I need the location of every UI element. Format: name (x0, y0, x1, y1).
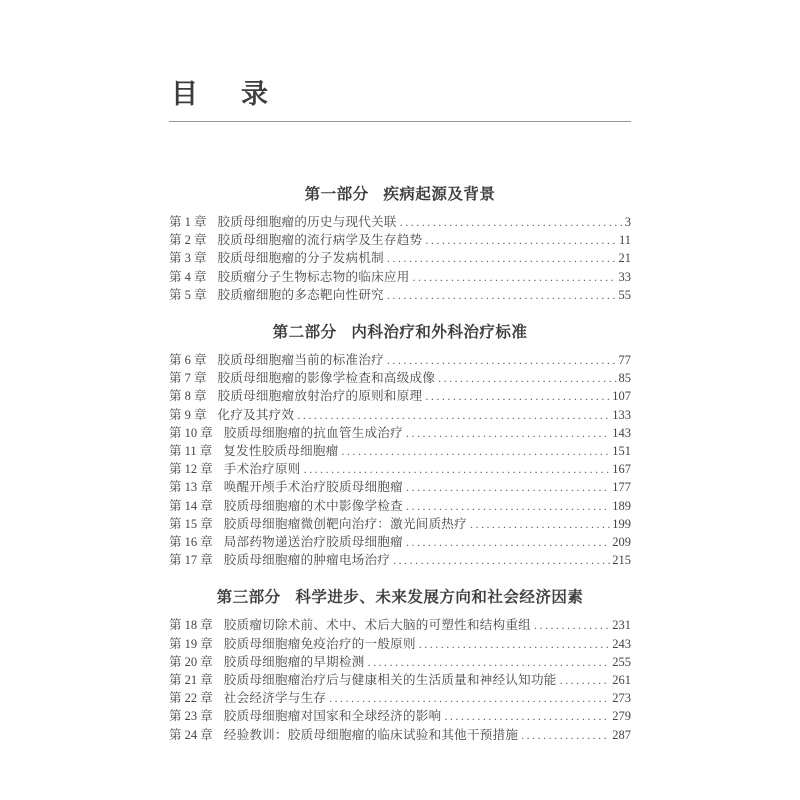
toc-entry (169, 515, 631, 533)
chapter-page-number: 11 (618, 233, 631, 248)
chapter-page-number: 231 (612, 618, 631, 633)
toc-entry (169, 387, 631, 405)
chapter-title: 胶质母细胞瘤免疫治疗的一般原则 (223, 636, 416, 651)
section-heading (169, 324, 631, 341)
toc-entry (169, 707, 631, 725)
toc-entry (169, 351, 631, 369)
dot-leader (406, 478, 610, 496)
toc-entry (169, 286, 631, 304)
chapter-title: 胶质母细胞瘤的分子发病机制 (217, 251, 384, 266)
chapter-page-number: 151 (612, 444, 631, 459)
dot-leader (387, 351, 617, 369)
dot-leader (400, 213, 623, 231)
section-part-label: 第三部分 (216, 589, 281, 607)
chapter-number: 第 11 章 (169, 444, 213, 459)
chapter-list (169, 616, 631, 743)
chapter-number: 第 3 章 (169, 251, 207, 266)
dot-leader (534, 616, 610, 634)
chapter-title: 经验教训：胶质母细胞瘤的临床试验和其他干预措施 (223, 727, 519, 742)
chapter-number: 第 18 章 (169, 618, 213, 633)
chapter-page-number: 107 (612, 389, 631, 404)
chapter-number: 第 21 章 (169, 673, 213, 688)
dot-leader (406, 424, 610, 442)
chapter-page-number: 167 (612, 462, 631, 477)
chapter-page-number: 279 (612, 709, 631, 724)
chapter-title: 胶质母细胞瘤的影像学检查和高级成像 (217, 371, 436, 386)
chapter-number: 第 19 章 (169, 636, 213, 651)
chapter-number: 第 5 章 (169, 287, 207, 302)
toc-section (169, 324, 631, 569)
chapter-title: 胶质母细胞瘤的术中影像学检查 (223, 498, 403, 513)
section-title: 内科治疗和外科治疗标准 (351, 324, 528, 342)
dot-leader (329, 689, 610, 707)
chapter-page-number: 77 (618, 353, 631, 368)
toc-header (169, 80, 631, 122)
section-heading (169, 589, 631, 606)
toc-entry (169, 653, 631, 671)
toc-entry (169, 249, 631, 267)
dot-leader (438, 369, 616, 387)
dot-leader (521, 726, 610, 744)
chapter-page-number: 133 (612, 407, 631, 422)
chapter-page-number: 287 (612, 727, 631, 742)
toc-entry (169, 478, 631, 496)
chapter-page-number: 177 (612, 480, 631, 495)
dot-leader (444, 707, 610, 725)
toc-entry (169, 213, 631, 231)
section-title: 疾病起源及背景 (383, 186, 496, 203)
chapter-title: 胶质母细胞瘤对国家和全球经济的影响 (223, 709, 442, 724)
chapter-page-number: 143 (612, 425, 631, 440)
dot-leader (393, 551, 610, 569)
chapter-title: 手术治疗原则 (223, 462, 301, 477)
dot-leader (297, 406, 610, 424)
chapter-page-number: 21 (618, 251, 631, 266)
toc-entry (169, 726, 631, 744)
chapter-page-number: 55 (618, 287, 631, 302)
section-part-label: 第一部分 (304, 186, 369, 203)
chapter-title: 化疗及其疗效 (217, 407, 295, 422)
toc-entry (169, 442, 631, 460)
chapter-page-number: 215 (612, 553, 631, 568)
chapter-page-number: 243 (612, 636, 631, 651)
chapter-page-number: 33 (618, 269, 631, 284)
dot-leader (560, 671, 611, 689)
page-title: 目 录 (171, 79, 276, 109)
chapter-number: 第 22 章 (169, 691, 213, 706)
dot-leader (304, 460, 611, 478)
chapter-number: 第 23 章 (169, 709, 213, 724)
chapter-title: 胶质母细胞瘤的历史与现代关联 (217, 215, 397, 229)
toc-entry (169, 671, 631, 689)
chapter-title: 局部药物递送治疗胶质母细胞瘤 (223, 535, 403, 550)
chapter-title: 胶质母细胞瘤的抗血管生成治疗 (223, 425, 403, 440)
chapter-number: 第 9 章 (169, 407, 207, 422)
chapter-title: 胶质母细胞瘤的早期检测 (223, 654, 365, 669)
chapter-page-number: 189 (612, 498, 631, 513)
chapter-number: 第 1 章 (169, 215, 207, 229)
chapter-number: 第 15 章 (169, 516, 213, 531)
dot-leader (413, 268, 617, 286)
chapter-number: 第 7 章 (169, 371, 207, 386)
toc-entry (169, 424, 631, 442)
chapter-title: 唤醒开颅手术治疗胶质母细胞瘤 (223, 480, 403, 495)
dot-leader (470, 515, 610, 533)
toc-entry (169, 369, 631, 387)
chapter-number: 第 13 章 (169, 480, 213, 495)
chapter-number: 第 20 章 (169, 654, 213, 669)
chapter-number: 第 24 章 (169, 727, 213, 742)
chapter-page-number: 273 (612, 691, 631, 706)
chapter-page-number: 209 (612, 535, 631, 550)
chapter-page-number: 3 (624, 215, 631, 229)
chapter-title: 胶质瘤分子生物标志物的临床应用 (217, 269, 410, 284)
chapter-list (169, 213, 631, 304)
chapter-number: 第 17 章 (169, 553, 213, 568)
dot-leader (406, 533, 610, 551)
chapter-title: 胶质母细胞瘤的流行病学及生存趋势 (217, 233, 423, 248)
toc-section (169, 589, 631, 743)
toc-entry (169, 635, 631, 653)
toc-page (169, 0, 631, 744)
section-part-label: 第二部分 (272, 324, 337, 342)
chapter-page-number: 199 (612, 516, 631, 531)
chapter-title: 胶质母细胞瘤的肿瘤电场治疗 (223, 553, 391, 568)
dot-leader (419, 635, 610, 653)
dot-leader (387, 286, 617, 304)
chapter-title: 胶质瘤切除术前、术中、术后大脑的可塑性和结构重组 (223, 618, 531, 633)
dot-leader (342, 442, 611, 460)
chapter-title: 复发性胶质母细胞瘤 (223, 444, 339, 459)
toc-entry (169, 497, 631, 515)
toc-entry (169, 689, 631, 707)
toc-entry (169, 268, 631, 286)
section-heading (169, 186, 631, 203)
chapter-title: 社会经济学与生存 (223, 691, 327, 706)
title-divider (169, 121, 631, 122)
chapter-page-number: 261 (612, 673, 631, 688)
toc-section (169, 186, 631, 304)
dot-leader (368, 653, 611, 671)
chapter-title: 胶质瘤细胞的多态靶向性研究 (217, 287, 384, 302)
section-title: 科学进步、未来发展方向和社会经济因素 (295, 589, 584, 607)
sections (169, 186, 631, 744)
toc-entry (169, 406, 631, 424)
dot-leader (406, 497, 610, 515)
chapter-number: 第 8 章 (169, 389, 207, 404)
toc-entry (169, 460, 631, 478)
chapter-page-number: 85 (618, 371, 631, 386)
chapter-title: 胶质母细胞瘤放射治疗的原则和原理 (217, 389, 423, 404)
chapter-number: 第 14 章 (169, 498, 213, 513)
chapter-number: 第 10 章 (169, 425, 213, 440)
toc-entry (169, 551, 631, 569)
dot-leader (425, 231, 617, 249)
chapter-page-number: 255 (612, 654, 631, 669)
chapter-title: 胶质母细胞瘤当前的标准治疗 (217, 353, 384, 368)
chapter-number: 第 4 章 (169, 269, 207, 284)
chapter-number: 第 16 章 (169, 535, 213, 550)
chapter-number: 第 6 章 (169, 353, 207, 368)
chapter-title: 胶质母细胞瘤治疗后与健康相关的生活质量和神经认知功能 (223, 673, 557, 688)
chapter-title: 胶质母细胞瘤微创靶向治疗：激光间质热疗 (223, 516, 467, 531)
chapter-list (169, 351, 631, 569)
chapter-number: 第 2 章 (169, 233, 207, 248)
toc-entry (169, 231, 631, 249)
dot-leader (387, 249, 617, 267)
chapter-number: 第 12 章 (169, 462, 213, 477)
toc-entry (169, 616, 631, 634)
dot-leader (425, 387, 610, 405)
toc-entry (169, 533, 631, 551)
